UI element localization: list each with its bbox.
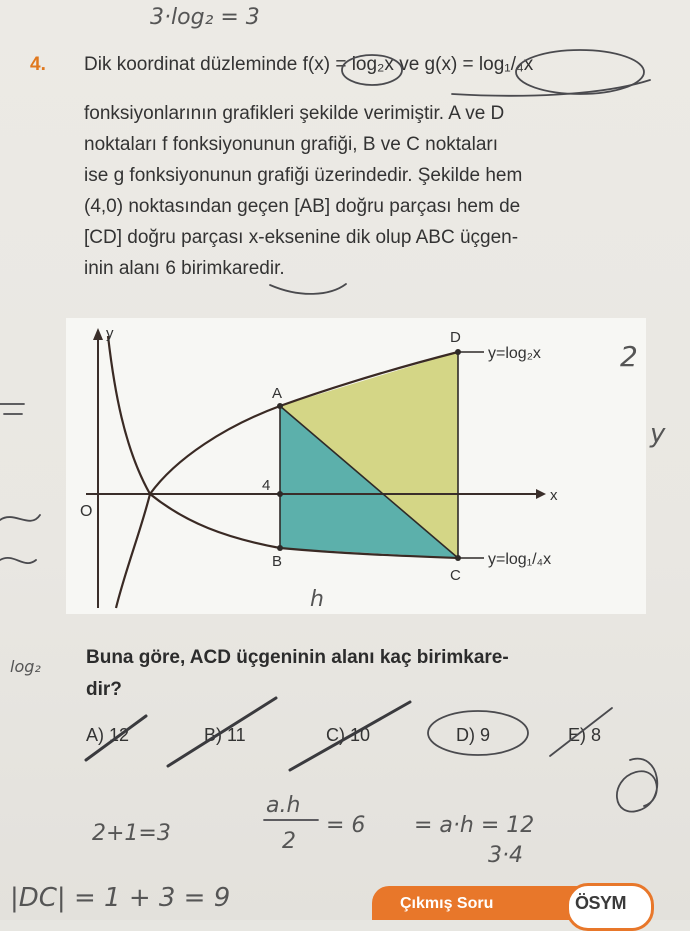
question-line-5: (4,0) noktasından geçen [AB] doğru parçası hem de (84, 196, 521, 217)
point-d-dot (455, 349, 461, 355)
question-prompt-line-2: dir? (86, 679, 122, 700)
question-line-4: ise g fonksiyonunun grafiği üzerindedir. Şekilde hem (84, 165, 523, 186)
axis-y-label: y (106, 325, 114, 342)
question-line-6: [CD] doğru parçası x-eksenine dik olup ABC üçgen- (84, 227, 519, 248)
hw-left-scribble (0, 404, 40, 563)
x-axis-arrow (536, 489, 546, 499)
question-line-3: noktaları f fonksiyonunun grafiği, B ve C noktaları (84, 134, 499, 155)
question-line-7: inin alanı 6 birimkaredir. (84, 258, 285, 279)
footer-badge-label: Çıkmış Soru (400, 895, 494, 912)
hw-calc2-den: 2 (282, 829, 296, 854)
question-line-1: Dik koordinat düzleminde f(x) = log₂x ve g(x) = log₁/₄x (84, 54, 534, 75)
point-c-dot (455, 555, 461, 561)
graph-figure (66, 318, 646, 614)
hw-scribble-right (617, 759, 657, 812)
origin-label: O (80, 503, 93, 520)
choice-e[interactable]: E) 8 (568, 725, 602, 745)
question-prompt-line-1: Buna göre, ACD üçgeninin alanı kaç birimkare- (86, 647, 509, 668)
choice-d[interactable]: D) 9 (456, 725, 491, 745)
point-b-dot (277, 545, 283, 551)
hw-right-margin: y (650, 419, 666, 449)
label-g: y=log₁/₄x (488, 551, 552, 568)
point-a-dot (277, 403, 283, 409)
point-a-label: A (272, 385, 283, 402)
hw-calc3b: 3·4 (488, 843, 523, 868)
point-4-dot (277, 491, 283, 497)
hw-left-log: log₂ (10, 657, 41, 676)
hw-underline-gx (452, 80, 650, 96)
hw-calc1: 2+1=3 (92, 821, 171, 846)
point-c-label: C (450, 567, 461, 584)
hw-calc2-eq: = 6 (326, 813, 366, 838)
point-b-label: B (272, 553, 283, 570)
label-f: y=log₂x (488, 345, 541, 362)
hw-d-mark: 2 (620, 340, 638, 373)
question-prompt (86, 642, 646, 706)
graph-svg (66, 318, 646, 614)
hw-calc2-num: a.h (266, 793, 301, 818)
y-axis-arrow (93, 328, 103, 340)
tick-4-label: 4 (262, 477, 271, 494)
osym-logo-label: ÖSYM (575, 893, 627, 913)
choice-b[interactable]: B) 11 (204, 725, 246, 745)
question-number: 4. (30, 54, 46, 75)
hw-underline-text (270, 284, 346, 294)
question-line-2: fonksiyonlarının grafikleri şekilde verimiştir. A ve D (84, 103, 505, 124)
hw-circle-gx (516, 50, 644, 94)
hw-bottom: |DC| = 1 + 3 = 9 (10, 883, 231, 913)
hw-calc3: = a·h = 12 (414, 813, 535, 838)
axis-x-label: x (550, 487, 558, 504)
point-d-label: D (450, 329, 461, 346)
hw-h-mark: h (310, 587, 324, 612)
hw-top: 3·log₂ = 3 (150, 5, 260, 30)
choice-c[interactable]: C) 10 (326, 725, 371, 745)
choice-a[interactable]: A) 12 (86, 725, 130, 745)
